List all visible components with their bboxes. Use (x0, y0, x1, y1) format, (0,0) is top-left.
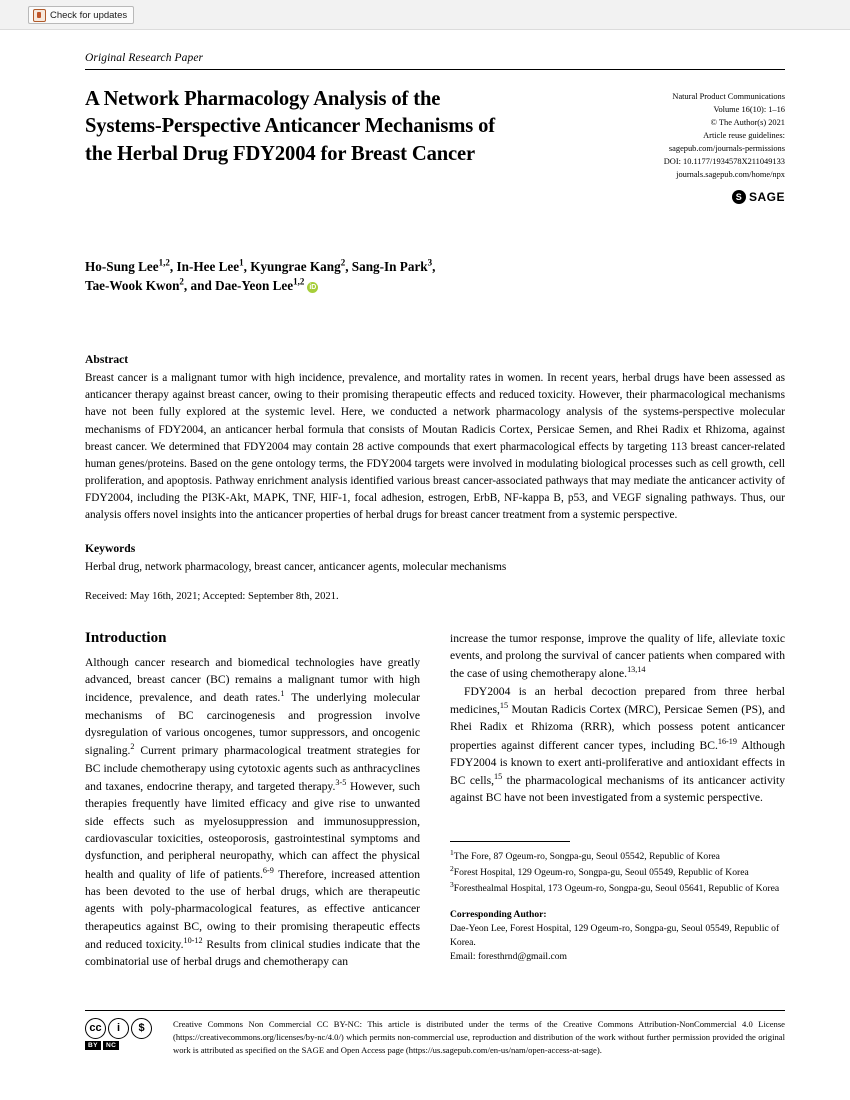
keywords-text: Herbal drug, network pharmacology, breast cancer, anticancer agents, molecular mechanisms (85, 560, 507, 573)
orcid-icon[interactable]: iD (309, 284, 317, 292)
check-for-updates-label: Check for updates (50, 9, 128, 21)
author-names: Ho-Sung Lee$^{1,2}$, In-Hee Lee$^1$, Kyungrae Kang$^2$, Sang-In Park$^3$, Tae-Wook Kwon$^2$, and Dae-Yeon Lee$^{1,2}$ (85, 257, 436, 294)
affiliation-divider (450, 841, 570, 842)
license-text: Creative Commons Non Commercial CC BY-NC: This article is distributed under the terms of the Creative Commons Attribution-NonCommercial 4.0 License (https://creativecommons.org/licenses/by-nc/4.0/) which permits non-commercial use, reproduction and distribution of the work without further permission provided the original work is attributed as specified on the SAGE and Open Access page (https://us.sagepub.com/en-us/nam/open-access-at-sage). (173, 1019, 785, 1055)
journal-volume: Volume 16(10): 1–16 (713, 105, 785, 115)
journal-home-link[interactable]: journals.sagepub.com/home/npx (676, 170, 785, 180)
journal-permissions-link[interactable]: sagepub.com/journals-permissions (668, 144, 785, 154)
keywords-heading: Keywords (85, 541, 136, 555)
book-icon (33, 9, 46, 22)
sage-logo (585, 190, 785, 204)
author-list (85, 256, 645, 295)
intro-paragraph-right-1: increase the tumor response, improve the quality of life, alleviate toxic events, and prolong the survival of cancer patients when compared with the case of using chemotherapy alone.$^{13,14}$ (450, 631, 785, 681)
left-column (85, 630, 420, 971)
cc-badge-tags (85, 1041, 163, 1050)
footer-divider (85, 1010, 785, 1011)
keywords-section (85, 542, 785, 576)
introduction-heading: Introduction (85, 629, 167, 646)
cc-tag-nc: NC (103, 1041, 119, 1050)
paper-content (85, 52, 785, 971)
journal-meta-lines (585, 86, 785, 181)
attribution-icon: i (108, 1018, 129, 1039)
cc-badge-top (85, 1018, 163, 1039)
title-block (85, 86, 785, 204)
sage-logo-label: SAGE (748, 190, 785, 205)
paper-page (0, 30, 850, 1100)
journal-doi[interactable]: DOI: 10.1177/1934578X211049133 (663, 157, 785, 167)
affiliations: $^1$The Fore, 87 Ogeum-ro, Songpa-gu, Seoul 05542, Republic of Korea $^2$Forest Hospital, 129 Ogeum-ro, Songpa-gu, Seoul 05549, Republic of Korea $^3$Foresthealmal Hospital, 173 Ogeum-ro, Songpa-gu, Seoul 05641, Republic of Korea (450, 847, 780, 895)
journal-copyright: © The Author(s) 2021 (710, 118, 785, 128)
browser-top-bar (0, 0, 850, 30)
corresponding-author-address: Dae-Yeon Lee, Forest Hospital, 129 Ogeum-ro, Songpa-gu, Seoul 05549, Republic of Korea. (450, 923, 780, 948)
header-divider (85, 69, 785, 70)
noncommercial-icon: $ (131, 1018, 152, 1039)
page-title: A Network Pharmacology Analysis of the Systems-Perspective Anticancer Mechanisms of the Herbal Drug FDY2004 for Breast Cancer (85, 88, 495, 165)
intro-paragraph-left: Although cancer research and biomedical technologies have greatly advanced, breast cancer (BC) remains a malignant tumor with high incidence, prevalence, and death rates.$^1$ The underlying molecular mechanisms of BC carcinogenesis and progression involve dysregulation of various oncogenes, tumor suppressors, and oncogenic signaling.$^2$ Current primary pharmacological treatment strategies for BC include chemotherapy using cytotoxic agents such as anthracyclines and taxanes, endocrine therapy, and targeted therapy.$^{3-5}$ However, such therapies frequently have limited efficacy and give rise to unwanted side effects such as myelosuppression and immunosuppression, cardiovascular toxicities, osteoporosis, gastrointestinal symptoms and dysfunction, and peripheral neuropathy, which can affect the physical health and quality of life of patients.$^{6-9}$ Therefore, increased attention has been devoted to the use of herbal drugs, which are therapeutic agents with poly-pharmacological features, as effective anticancer therapeutics against BC, owing to their promising therapeutic effects and reduced toxicity.$^{10-12}$ Results from clinical studies indicate that the combinatorial use of herbal drugs and chemotherapy can (85, 655, 421, 969)
corresponding-author-block (450, 908, 785, 964)
sage-mark-icon: S (732, 190, 746, 204)
license-footer (85, 1010, 785, 1057)
cc-icon: cc (85, 1018, 106, 1039)
corresponding-author-heading: Corresponding Author: (450, 909, 547, 921)
received-accepted-dates: Received: May 16th, 2021; Accepted: September 8th, 2021. (85, 590, 339, 602)
right-column (450, 630, 785, 971)
sage-logo-pill (732, 190, 785, 204)
creative-commons-badge (85, 1018, 163, 1050)
abstract-section (85, 353, 785, 524)
abstract-heading: Abstract (85, 353, 129, 367)
journal-name: Natural Product Communications (672, 92, 785, 101)
corresponding-author-email[interactable]: Email: foresthrnd@gmail.com (450, 950, 568, 962)
abstract-text: Breast cancer is a malignant tumor with high incidence, prevalence, and mortality rates in women. In recent years, herbal drugs have been assessed as anticancer therapy against breast cancer, owing to their promising therapeutic effects and reduced toxicity. However, their pharmacological mechanisms have not been fully explored at the systemic level. Here, we conducted a network pharmacology analysis of the systems-perspective molecular mechanisms of FDY2004, an anticancer herbal formula that consists of Moutan Radicis Cortex, Persicae Semen, and Rhei Radix et Rhizoma, against breast cancer. We determined that FDY2004 may contain 28 active compounds that exert pharmacological effects by targeting 113 breast cancer-related human genes/proteins. Based on the gene ontology terms, the FDY2004 targets were involved in modulating biological processes such as cell growth, cell proliferation, and apoptosis. Pathway enrichment analysis identified various breast cancer-associated pathways that may mediate the anticancer activity of FDY2004, including the PI3K-Akt, MAPK, TNF, HIF-1, focal adhesion, estrogen, ErbB, NF-kappa B, p53, and VEGF signaling pathways. Thus, our analysis offers novel insights into the anticancer properties of herbal drugs for breast cancer treatment from a systemic perspective. (85, 372, 785, 522)
body-columns (85, 630, 785, 971)
check-for-updates-button[interactable] (28, 6, 134, 24)
paper-type-label: Original Research Paper (85, 52, 204, 64)
cc-tag-by: BY (85, 1041, 101, 1050)
journal-meta-block (585, 86, 785, 204)
footer-row (85, 1018, 785, 1057)
journal-reuse-guidelines: Article reuse guidelines: (703, 131, 785, 141)
intro-paragraph-right-2: FDY2004 is an herbal decoction prepared from three herbal medicines,$^{15}$ Moutan Radicis Cortex (MRC), Persicae Semen (PS), and Rhei Radix et Rhizoma (RRR), which possess potent anticancer properties against different cancer types, including BC.$^{16-19}$ Although FDY2004 is known to exert anti-proliferative and antioxidant effects in BC cells,$^{15}$ the pharmacological mechanisms of its anticancer activity against BC have not been investigated from a systemic perspective. (450, 684, 785, 805)
